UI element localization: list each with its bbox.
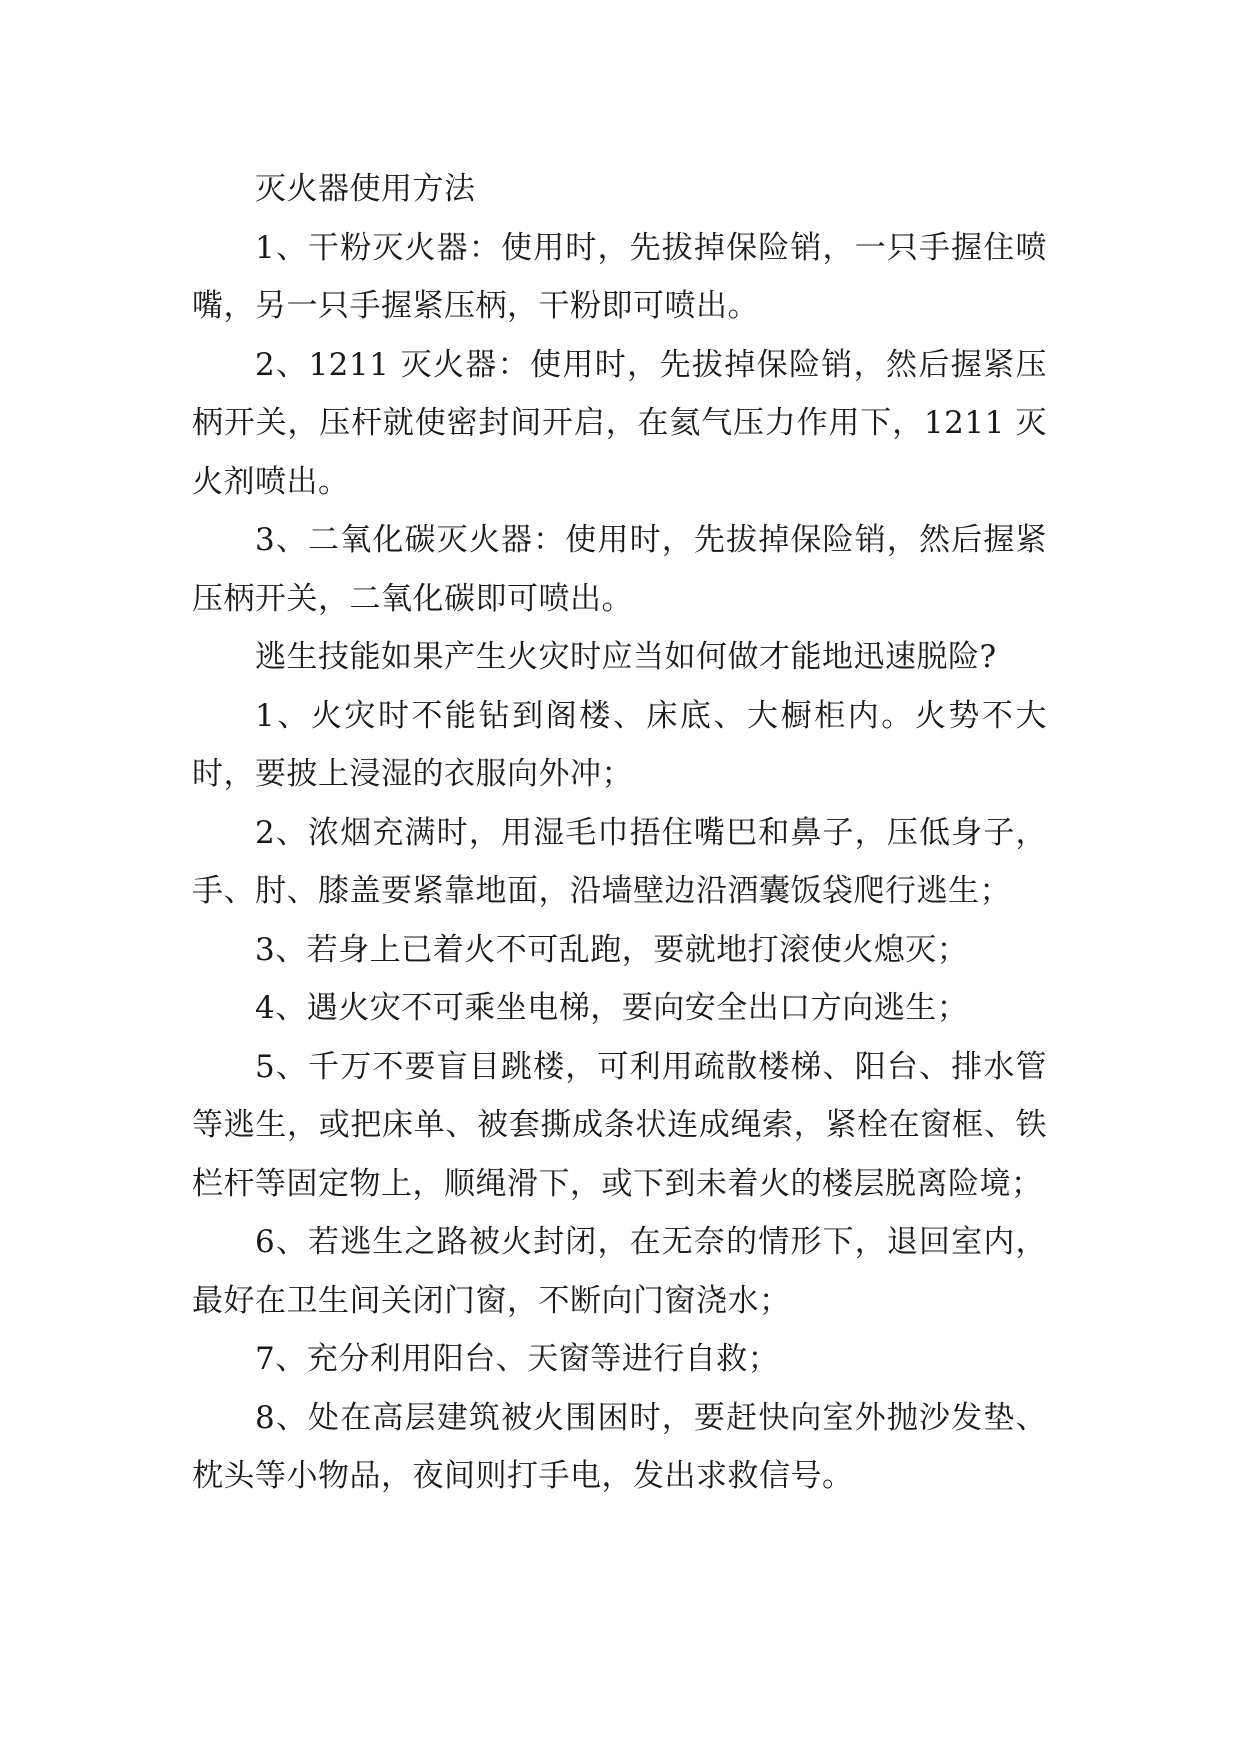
section-title-extinguisher: 灭火器使用方法 (255, 171, 476, 207)
paragraph-1211: 2、1211 灭火器：使用时，先拔掉保险销，然后握紧压柄开关，压杆就使密封间开启，在氦气压力作用下，1211 灭火剂喷出。 (192, 346, 1047, 500)
paragraph-escape-2: 2、浓烟充满时，用湿毛巾捂住嘴巴和鼻子，压低身子，手、肘、膝盖要紧靠地面，沿墙壁边沿酒囊饭袋爬行逃生； (192, 814, 1047, 909)
paragraph-co2: 3、二氧化碳灭火器：使用时，先拔掉保险销，然后握紧压柄开关，二氧化碳即可喷出。 (192, 522, 1047, 617)
paragraph-dry-powder: 1、干粉灭火器：使用时，先拔掉保险销，一只手握住喷嘴，另一只手握紧压柄，干粉即可喷出。 (192, 229, 1047, 324)
paragraph-escape-3: 3、若身上已着火不可乱跑，要就地打滚使火熄灭； (255, 931, 969, 968)
document-body (192, 160, 1047, 1506)
paragraph-escape-8: 8、处在高层建筑被火围困时，要赶快向室外抛沙发垫、枕头等小物品，夜间则打手电，发出求救信号。 (192, 1399, 1047, 1494)
paragraph-escape-1: 1、火灾时不能钻到阁楼、床底、大橱柜内。火势不大时，要披上浸湿的衣服向外冲； (192, 697, 1047, 792)
section-title-escape: 逃生技能如果产生火灾时应当如何做才能地迅速脱险? (255, 639, 997, 675)
paragraph-escape-6: 6、若逃生之路被火封闭，在无奈的情形下，退回室内，最好在卫生间关闭门窗，不断向门窗浇水； (192, 1224, 1047, 1319)
paragraph-escape-4: 4、遇火灾不可乘坐电梯，要向安全出口方向逃生； (255, 990, 969, 1026)
paragraph-escape-5: 5、千万不要盲目跳楼，可利用疏散楼梯、阳台、排水管等逃生，或把床单、被套撕成条状连成绳索，紧栓在窗框、铁栏杆等固定物上，顺绳滑下，或下到未着火的楼层脱离险境； (192, 1048, 1047, 1202)
paragraph-escape-7: 7、充分利用阳台、天窗等进行自救； (255, 1341, 780, 1377)
